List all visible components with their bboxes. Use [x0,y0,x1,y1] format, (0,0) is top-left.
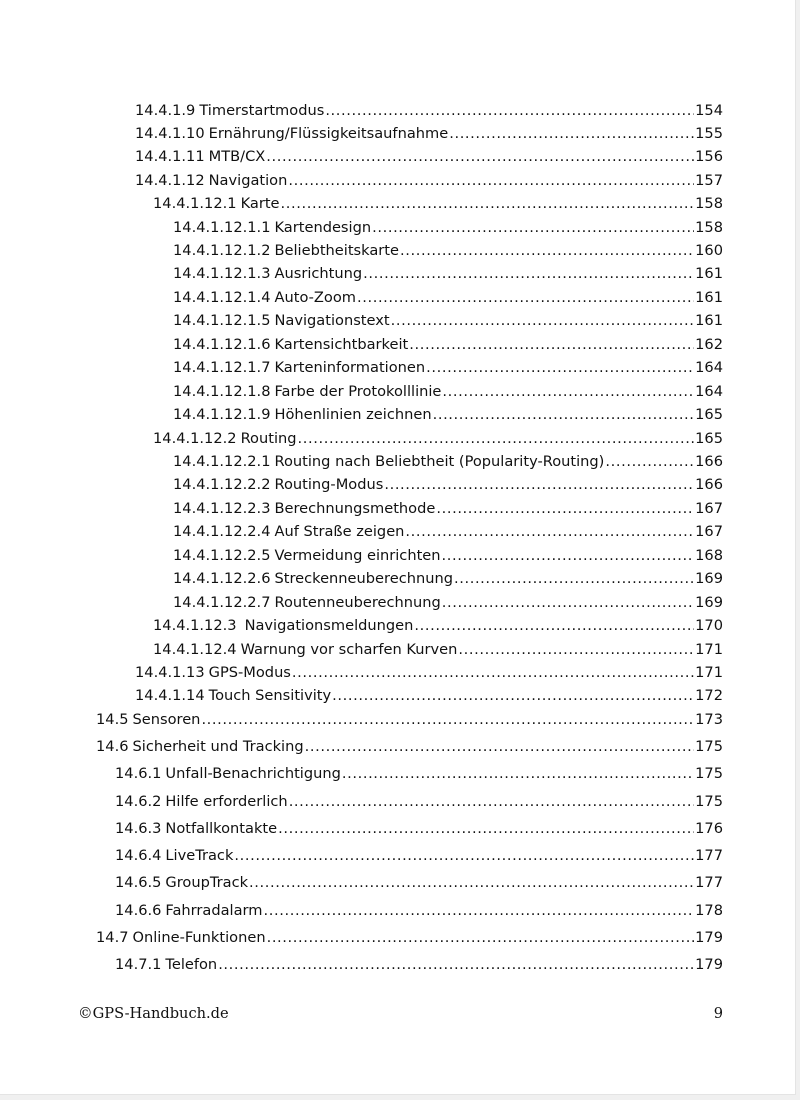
toc-entry-page: 164 [695,383,723,400]
toc-entry-page: 178 [695,902,723,919]
toc-entry[interactable] [173,219,723,237]
toc-entry-page: 169 [695,570,723,587]
toc-dot-leader [249,874,694,892]
toc-entry[interactable] [115,956,723,974]
page-footer [78,1005,723,1022]
toc-entry-title: Fahrradalarm [165,902,263,919]
toc-dot-leader [292,664,694,682]
toc-entry-page: 165 [695,406,723,423]
toc-entry-title: Streckenneuberechnung [274,570,453,587]
toc-entry-number: 14.4.1.12.1.5 [173,312,271,329]
toc-entry-page: 169 [695,594,723,611]
toc-entry-number: 14.4.1.9 [135,102,196,119]
toc-entry[interactable] [173,500,723,518]
toc-entry-number: 14.4.1.14 [135,687,205,704]
toc-entry-number: 14.4.1.12.1.7 [173,359,271,376]
toc-entry[interactable] [173,383,723,401]
toc-dot-leader [454,570,694,588]
toc-entry-number: 14.4.1.12.2.1 [173,453,271,470]
toc-entry-page: 177 [695,874,723,891]
toc-entry[interactable] [153,195,723,213]
toc-entry-page: 157 [695,172,723,189]
toc-entry-number: 14.4.1.12.1.3 [173,265,271,282]
toc-entry[interactable] [173,547,723,565]
toc-entry-title: Vermeidung einrichten [274,547,441,564]
toc-entry-title: Online-Funktionen [132,929,266,946]
toc-dot-leader [442,383,694,401]
toc-entry-title: Berechnungsmethode [274,500,436,517]
toc-entry-title: Ausrichtung [274,265,363,282]
toc-entry-title: Kartendesign [274,219,372,236]
toc-entry-page: 166 [695,476,723,493]
toc-entry-title: Notfallkontakte [165,820,278,837]
toc-entry[interactable] [153,430,723,448]
toc-entry-title: Timerstartmodus [199,102,325,119]
toc-entry-title: Kartensichtbarkeit [274,336,409,353]
toc-entry[interactable] [173,594,723,612]
toc-entry-page: 170 [695,617,723,634]
toc-entry[interactable] [153,641,723,659]
toc-dot-leader [325,102,694,120]
toc-entry-page: 160 [695,242,723,259]
toc-entry[interactable] [173,265,723,283]
toc-dot-leader [384,476,694,494]
toc-entry-title: Routing [240,430,297,447]
toc-entry-title: Farbe der Protokolllinie [274,383,442,400]
toc-entry-number: 14.4.1.11 [135,148,205,165]
toc-entry-number: 14.4.1.12.2.4 [173,523,271,540]
toc-entry[interactable] [173,312,723,330]
toc-entry-number: 14.4.1.10 [135,125,205,142]
footer-page-number: 9 [713,1005,723,1022]
toc-entry-title: Telefon [165,956,218,973]
toc-dot-leader [298,430,695,448]
toc-dot-leader [357,289,694,307]
footer-copyright: ©GPS-Handbuch.de [78,1005,229,1022]
toc-entry[interactable] [115,793,723,811]
toc-entry-number: 14.4.1.12.1.1 [173,219,271,236]
toc-dot-leader [442,594,694,612]
toc-entry-number: 14.4.1.12.1.9 [173,406,271,423]
toc-dot-leader [372,219,694,237]
toc-entry-title: Höhenlinien zeichnen [274,406,432,423]
toc-entry-page: 164 [695,359,723,376]
toc-dot-leader [405,523,694,541]
toc-entry-number: 14.4.1.12.2.3 [173,500,271,517]
toc-entry[interactable] [115,874,723,892]
toc-entry-number: 14.4.1.12.2.2 [173,476,271,493]
toc-entry-number: 14.4.1.12.1.8 [173,383,271,400]
toc-entry[interactable] [173,406,723,424]
toc-entry-page: 154 [695,102,723,119]
toc-dot-leader [400,242,694,260]
toc-entry-number: 14.6.5 [115,874,162,891]
toc-entry-page: 177 [695,847,723,864]
toc-entry-page: 161 [695,312,723,329]
toc-entry-number: 14.6.4 [115,847,162,864]
toc-entry-title: Hilfe erforderlich [165,793,288,810]
toc-dot-leader [605,453,694,471]
toc-entry[interactable] [173,570,723,588]
toc-dot-leader [363,265,694,283]
toc-entry-number: 14.4.1.12.2.6 [173,570,271,587]
toc-entry-title: Ernährung/Flüssigkeitsaufnahme [208,125,449,142]
toc-entry-title: Sensoren [132,711,201,728]
toc-entry-title: MTB/CX [208,148,266,165]
toc-entry-page: 161 [695,289,723,306]
toc-dot-leader [267,929,695,947]
toc-entry-title: Unfall-Benachrichtigung [165,765,341,782]
toc-dot-leader [436,500,694,518]
toc-entry-page: 162 [695,336,723,353]
toc-entry-title: Auto-Zoom [274,289,356,306]
toc-entry[interactable] [96,711,723,729]
toc-entry-page: 171 [695,664,723,681]
toc-dot-leader [442,547,695,565]
toc-entry-title: LiveTrack [165,847,234,864]
toc-dot-leader [266,148,694,166]
toc-entry[interactable] [135,102,723,120]
toc-entry[interactable] [96,738,723,756]
toc-entry[interactable] [173,523,723,541]
toc-dot-leader [458,641,694,659]
toc-entry-number: 14.7 [96,929,129,946]
toc-entry-number: 14.6.2 [115,793,162,810]
toc-entry-number: 14.5 [96,711,129,728]
toc-entry[interactable] [173,336,723,354]
toc-entry[interactable] [135,172,723,190]
toc-entry-number: 14.4.1.12.1.4 [173,289,271,306]
toc-dot-leader [264,902,695,920]
toc-dot-leader [289,793,694,811]
toc-dot-leader [332,687,694,705]
toc-entry-number: 14.6.1 [115,765,162,782]
toc-dot-leader [449,125,694,143]
toc-entry-number: 14.4.1.12.2.5 [173,547,271,564]
toc-entry[interactable] [115,847,723,865]
toc-entry-page: 161 [695,265,723,282]
toc-entry[interactable] [115,820,723,838]
toc-entry-page: 166 [695,453,723,470]
toc-entry-title: Karte [240,195,280,212]
toc-entry-title: Routing-Modus [274,476,384,493]
toc-entry-page: 173 [695,711,723,728]
toc-dot-leader [409,336,694,354]
toc-entry-number: 14.6.3 [115,820,162,837]
toc-entry-page: 179 [695,956,723,973]
toc-entry-number: 14.4.1.12.1 [153,195,237,212]
toc-entry-page: 165 [695,430,723,447]
toc-entry-number: 14.4.1.13 [135,664,205,681]
toc-entry-page: 175 [695,738,723,755]
toc-entry-number: 14.4.1.12.1.2 [173,242,271,259]
toc-dot-leader [288,172,694,190]
toc-entry[interactable] [135,125,723,143]
toc-entry-title: Sicherheit und Tracking [132,738,304,755]
toc-entry-number: 14.7.1 [115,956,162,973]
toc-entry-number: 14.4.1.12.3 [153,617,237,634]
toc-dot-leader [201,711,694,729]
toc-entry-number: 14.4.1.12.2 [153,430,237,447]
toc-entry-number: 14.6 [96,738,129,755]
toc-entry-title: Routenneuberechnung [274,594,441,611]
toc-dot-leader [414,617,694,635]
toc-entry-page: 171 [695,641,723,658]
toc-entry-number: 14.6.6 [115,902,162,919]
toc-entry-number: 14.4.1.12.1.6 [173,336,271,353]
toc-entry[interactable] [96,929,723,947]
toc-entry[interactable] [115,902,723,920]
toc-dot-leader [342,765,694,783]
toc-dot-leader [281,195,695,213]
toc-entry-page: 158 [695,219,723,236]
toc-dot-leader [433,406,695,424]
toc-entry[interactable] [153,617,723,635]
toc-dot-leader [305,738,695,756]
toc-entry[interactable] [135,687,723,705]
toc-entry-page: 167 [695,500,723,517]
toc-entry-title: GPS-Modus [208,664,291,681]
toc-entry-title: Karteninformationen [274,359,426,376]
toc-entry-title: Navigationsmeldungen [244,617,414,634]
toc-entry-page: 167 [695,523,723,540]
toc-entry-page: 168 [695,547,723,564]
toc-entry[interactable] [173,242,723,260]
toc-dot-leader [426,359,694,377]
toc-entry[interactable] [173,289,723,307]
toc-entry-page: 156 [695,148,723,165]
toc-entry[interactable] [173,453,723,471]
toc-entry-title: Auf Straße zeigen [274,523,405,540]
toc-entry-page: 155 [695,125,723,142]
toc-entry-page: 172 [695,687,723,704]
toc-entry-title: Navigationstext [274,312,390,329]
toc-entry-number: 14.4.1.12.2.7 [173,594,271,611]
toc-entry[interactable] [115,765,723,783]
toc-entry[interactable] [135,664,723,682]
toc-entry-title: Beliebtheitskarte [274,242,399,259]
toc-entry-page: 176 [695,820,723,837]
toc-entry[interactable] [135,148,723,166]
toc-entry-page: 158 [695,195,723,212]
toc-entry-title: Navigation [208,172,288,189]
toc-entry-number: 14.4.1.12.4 [153,641,237,658]
toc-entry-title: Routing nach Beliebtheit (Popularity-Routing) [274,453,605,470]
toc-entry[interactable] [173,359,723,377]
toc-entry-page: 175 [695,793,723,810]
toc-entry-title: GroupTrack [165,874,249,891]
toc-entry[interactable] [173,476,723,494]
toc-dot-leader [218,956,694,974]
toc-dot-leader [234,847,694,865]
toc-entry-title: Warnung vor scharfen Kurven [240,641,458,658]
toc-entry-number: 14.4.1.12 [135,172,205,189]
toc-entry-title: Touch Sensitivity [208,687,332,704]
toc-dot-leader [391,312,695,330]
toc-dot-leader [278,820,694,838]
toc-entry-page: 179 [695,929,723,946]
toc-entry-page: 175 [695,765,723,782]
